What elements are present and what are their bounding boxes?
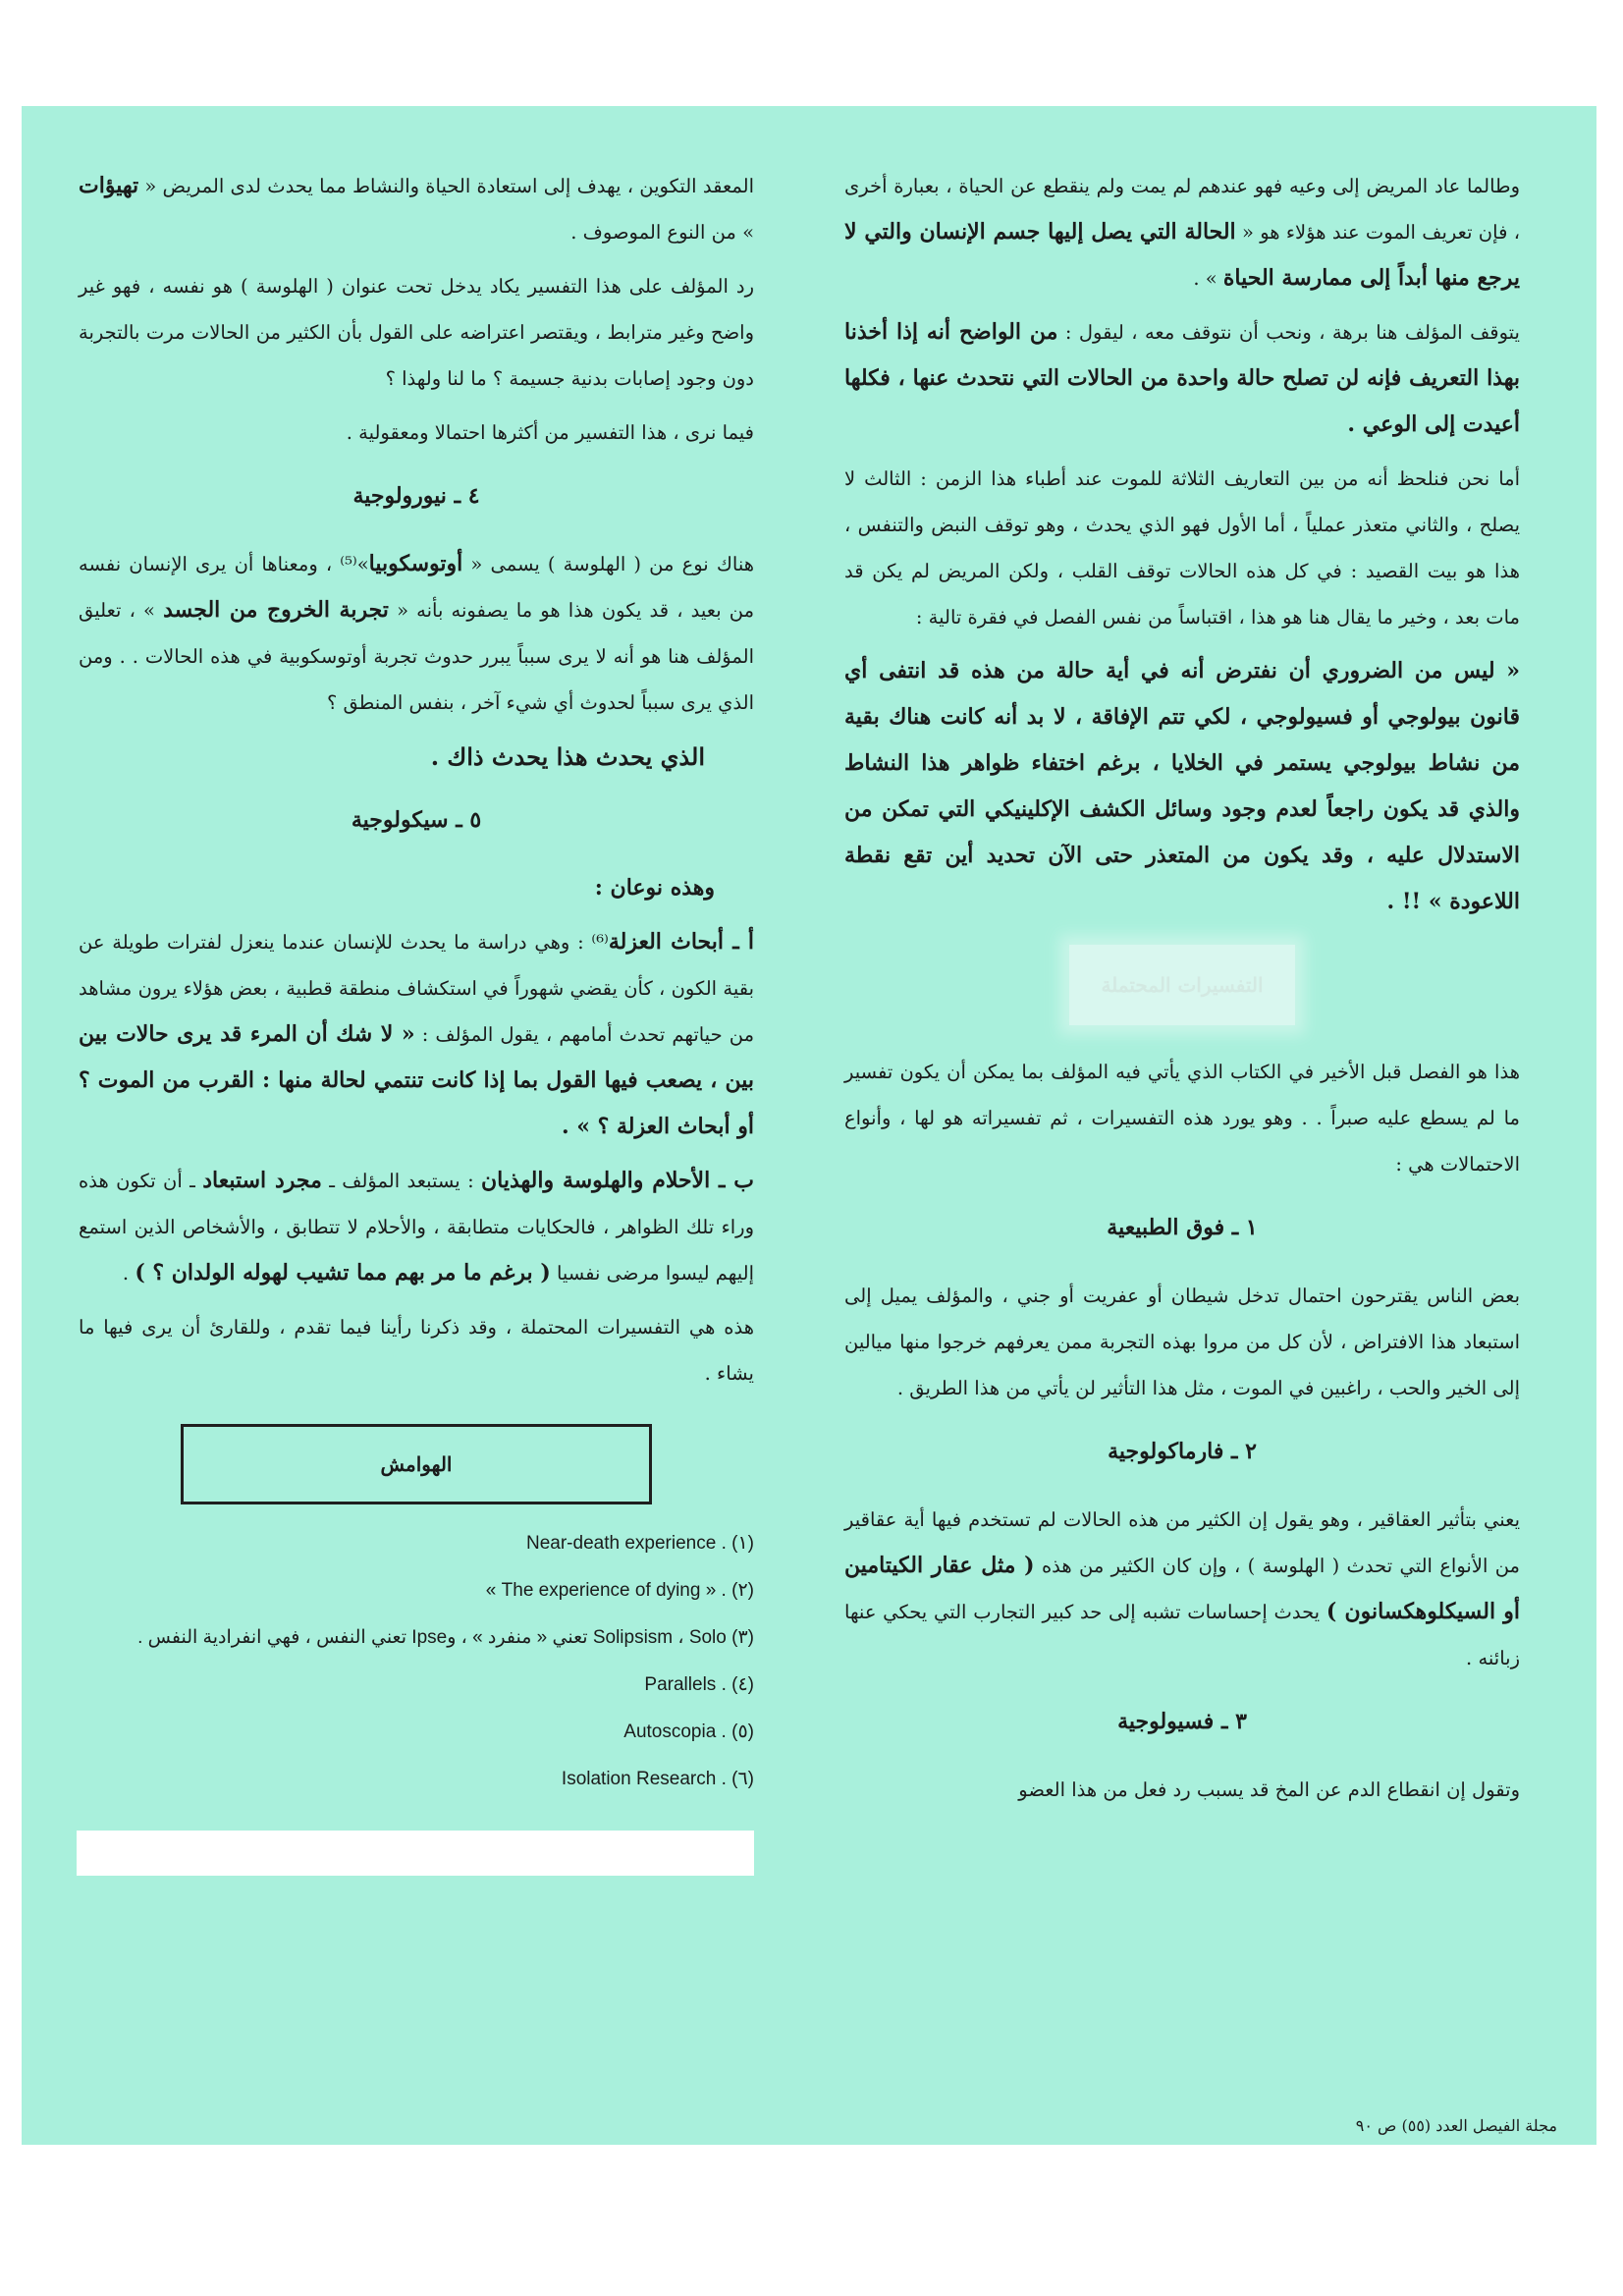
magazine-page bbox=[22, 106, 1596, 2145]
paragraph bbox=[844, 163, 1520, 301]
bold-text: « ليس من الضروري أن نفترض أنه في أية حالة من هذه قد انتفى أي قانون بيولوجي أو فسيولوجي ، لكي تتم الإفاقة ، لا بد أنه كانت هناك بقية من نشاط بيولوجي يستمر في الخلايا ، برغم اختفاء ظواهر هذا النشاط والذي قد يكون راجعاً لعدم وجود وسائل الكشف الإكلينيكي التي تمكن من الاستدلال عليه ، وقد يكون من المتعذر حتى الآن تحديد أين تقع نقطة اللاعودة » !! . bbox=[844, 658, 1520, 914]
text: المعقد التكوين ، يهدف إلى استعادة الحياة والنشاط مما يحدث لدى المريض « bbox=[144, 175, 755, 197]
footnotes-title-box: الهوامش bbox=[181, 1424, 652, 1504]
right-column bbox=[844, 163, 1520, 1821]
bold-text: تهيؤات bbox=[79, 173, 139, 198]
footnote-number: (١) bbox=[731, 1533, 754, 1554]
footnote bbox=[79, 1571, 754, 1611]
section-heading: ٢ ـ فارماكولوجية bbox=[1108, 1439, 1257, 1464]
text: »⁽⁵⁾ ، ومعناها أن يرى الإنسان نفسه من بعيد ، قد يكون هذا هو ما يصفونه بأنه « bbox=[79, 553, 755, 622]
text: يتوقف المؤلف هنا برهة ، ونحب أن نتوقف معه ، ليقول : bbox=[1064, 321, 1520, 344]
paragraph: هذا هو الفصل قبل الأخير في الكتاب الذي يأتي فيه المؤلف بما يمكن أن يكون تفسير ما لم يسطع عليه صبراً . . وهو يورد هذه التفسيرات ، ثم تفسيراته هو لها ، وأنواع الاحتمالات هي : bbox=[844, 1061, 1520, 1175]
bold-text: ( مثل عقار الكيتامين أو السيكلوهكسانون ) bbox=[844, 1553, 1521, 1624]
footnote-number: (٦) bbox=[731, 1769, 754, 1789]
bold-text: تجربة الخروج من الجسد bbox=[163, 597, 389, 623]
footnote-number: (٤) bbox=[731, 1674, 754, 1695]
paragraph bbox=[79, 1158, 754, 1296]
footnote-text: Solipsism ، Solo تعني « منفرد » ، وIpse تعني النفس ، فهي انفرادية النفس . bbox=[137, 1627, 727, 1648]
footnote-text: « The experience of dying » . bbox=[485, 1580, 727, 1601]
paragraph bbox=[79, 919, 754, 1150]
paragraph: رد المؤلف على هذا التفسير يكاد يدخل تحت عنوان ( الهلوسة ) هو نفسه ، فهو غير واضح وغير مترابط ، ويقتصر اعتراضه على القول بأن الكثير من الحالات مرت بالتجربة دون وجود إصابات بدنية جسيمة ؟ ما لنا ولهذا ؟ bbox=[79, 275, 754, 390]
paragraph: هذه هي التفسيرات المحتملة ، وقد ذكرنا رأينا فيما تقدم ، وللقارئ أن يرى فيها ما يشاء . bbox=[79, 1316, 754, 1385]
paragraph bbox=[79, 541, 754, 726]
footnote-text: Autoscopia . bbox=[623, 1722, 727, 1742]
paragraph: بعض الناس يقترحون احتمال تدخل شيطان أو عفريت أو جني ، والمؤلف يميل إلى استبعاد هذا الافتراض ، لأن كل من مروا بهذه التجربة ممن يعرفهم خرجوا منها ميالين إلى الخير والحب ، راغبين في الموت ، مثل هذا التأثير لن يأتي من هذا الطريق . bbox=[844, 1285, 1520, 1399]
left-column bbox=[79, 163, 754, 1876]
footnote-text: Isolation Research . bbox=[561, 1769, 727, 1789]
paragraph: أما نحن فنلحظ أنه من بين التعاريف الثلاثة للموت عند أطباء هذا الزمن : الثالث لا يصلح ، والثاني متعذر عملياً ، أما الأول فهو الذي يحدث ، وهو توقف النبض والتنفس ، هذا هو بيت القصيد : في كل هذه الحالات توقف القلب ، ولكن المريض لم يكن قد مات بعد ، وخير ما يقال هنا هو هذا ، اقتباساً من نفس الفصل في فقرة تالية : bbox=[844, 467, 1520, 629]
bold-text: مجرد استبعاد bbox=[202, 1168, 322, 1193]
faded-heading-box: التفسيرات المحتملة bbox=[1069, 945, 1295, 1025]
footnote-text: Parallels . bbox=[644, 1674, 727, 1695]
bold-text: « لا شك أن المرء قد يرى حالات بين بين ، يصعب فيها القول بما إذا كانت تنتمي لحالة منها : القرب من الموت ؟ أو أبحاث العزلة ؟ » . bbox=[79, 1021, 754, 1139]
paragraph: وتقول إن انقطاع الدم عن المخ قد يسبب رد فعل من هذا العضو bbox=[1018, 1778, 1520, 1801]
bold-text: أوتوسكوبيا bbox=[368, 551, 463, 576]
footnote-number: (٣) bbox=[731, 1627, 754, 1648]
footnote bbox=[79, 1524, 754, 1563]
subheading: وهذه نوعان : bbox=[594, 875, 715, 901]
text: يعني بتأثير العقاقير ، وهو يقول إن الكثير من هذه الحالات لم تستخدم فيها أية عقاقير من الأنواع التي تحدث ( الهلوسة ) ، وإن كان الكثير من هذه bbox=[844, 1508, 1521, 1577]
footnotes-list bbox=[79, 1524, 754, 1799]
footnote-number: (٢) bbox=[731, 1580, 754, 1601]
paragraph: فيما نرى ، هذا التفسير من أكثرها احتمالا ومعقولية . bbox=[346, 421, 754, 444]
section-heading: ٥ ـ سيكولوجية bbox=[351, 807, 482, 833]
paragraph bbox=[844, 1497, 1520, 1681]
bold-label: ب ـ الأحلام والهلوسة والهذيان bbox=[481, 1168, 754, 1193]
footnote bbox=[79, 1618, 754, 1658]
bold-text: الحالة التي يصل إليها جسم الإنسان والتي لا يرجع منها أبداً إلى ممارسة الحياة bbox=[844, 219, 1520, 291]
section-heading: ١ ـ فوق الطبيعية bbox=[1107, 1215, 1258, 1240]
footnote-number: (٥) bbox=[731, 1722, 754, 1742]
text: : يستبعد المؤلف ـ bbox=[329, 1170, 474, 1192]
paragraph bbox=[79, 163, 754, 255]
text: وطالما عاد المريض إلى وعيه فهو عندهم لم يمت ولم ينقطع عن الحياة ، بعبارة أخرى ، فإن تعريف الموت عند هؤلاء هو « bbox=[844, 175, 1520, 244]
text: » ، تعليق المؤلف هنا هو أنه لا يرى سبباً يبرر حدوث تجربة أوتوسكوبية في هذه الحالات . . ومن الذي يرى سبباً لحدوث أي شيء آخر ، بنفس المنطق ؟ bbox=[79, 599, 754, 714]
text: » . bbox=[1193, 267, 1217, 290]
bold-text: ( برغم ما مر بهم مما تشيب لهوله الولدان ؟ ) bbox=[135, 1260, 551, 1285]
page-footer: مجلة الفيصل العدد (٥٥) ص ٩٠ bbox=[1355, 2116, 1557, 2135]
section-heading: ٤ ـ نيورولوجية bbox=[352, 483, 480, 509]
text: يحدث إحساسات تشبه إلى حد كبير التجارب التي يحكي عنها زبائنه . bbox=[844, 1601, 1520, 1669]
footnote bbox=[79, 1713, 754, 1752]
footnote bbox=[79, 1666, 754, 1705]
bold-label: أ ـ أبحاث العزلة bbox=[608, 929, 755, 955]
footnote bbox=[79, 1760, 754, 1799]
footnote-text: Near-death experience . bbox=[526, 1533, 727, 1554]
text: هناك نوع من ( الهلوسة ) يسمى « bbox=[470, 553, 755, 575]
bold-statement: الذي يحدث هذا يحدث ذاك . bbox=[430, 742, 705, 771]
text: ـ أن تكون هذه وراء تلك الظواهر ، فالحكايات متطابقة ، والأحلام لا تتطابق ، والأشخاص الذين استمع إليهم ليسوا مرضى نفسيا bbox=[79, 1170, 754, 1285]
paragraph bbox=[844, 309, 1520, 448]
blank-strip bbox=[77, 1831, 754, 1876]
text: » من النوع الموصوف . bbox=[570, 221, 754, 244]
text: . bbox=[122, 1262, 130, 1285]
section-heading: ٣ ـ فسيولوجية bbox=[1117, 1709, 1247, 1734]
text: ⁽⁶⁾ : وهي دراسة ما يحدث للإنسان عندما ينعزل لفترات طويلة عن بقية الكون ، كأن يقضي شهوراً في استكشاف منطقة قطبية ، بعض هؤلاء يرون مشاهد من حياتهم تحدث أمامهم ، يقول المؤلف : bbox=[79, 931, 755, 1046]
bold-text: من الواضح أنه إذا أخذنا بهذا التعريف فإنه لن تصلح حالة واحدة من الحالات التي نتحدث عنها ، فكلها أعيدت إلى الوعي . bbox=[844, 319, 1520, 437]
quote-paragraph bbox=[844, 648, 1520, 925]
